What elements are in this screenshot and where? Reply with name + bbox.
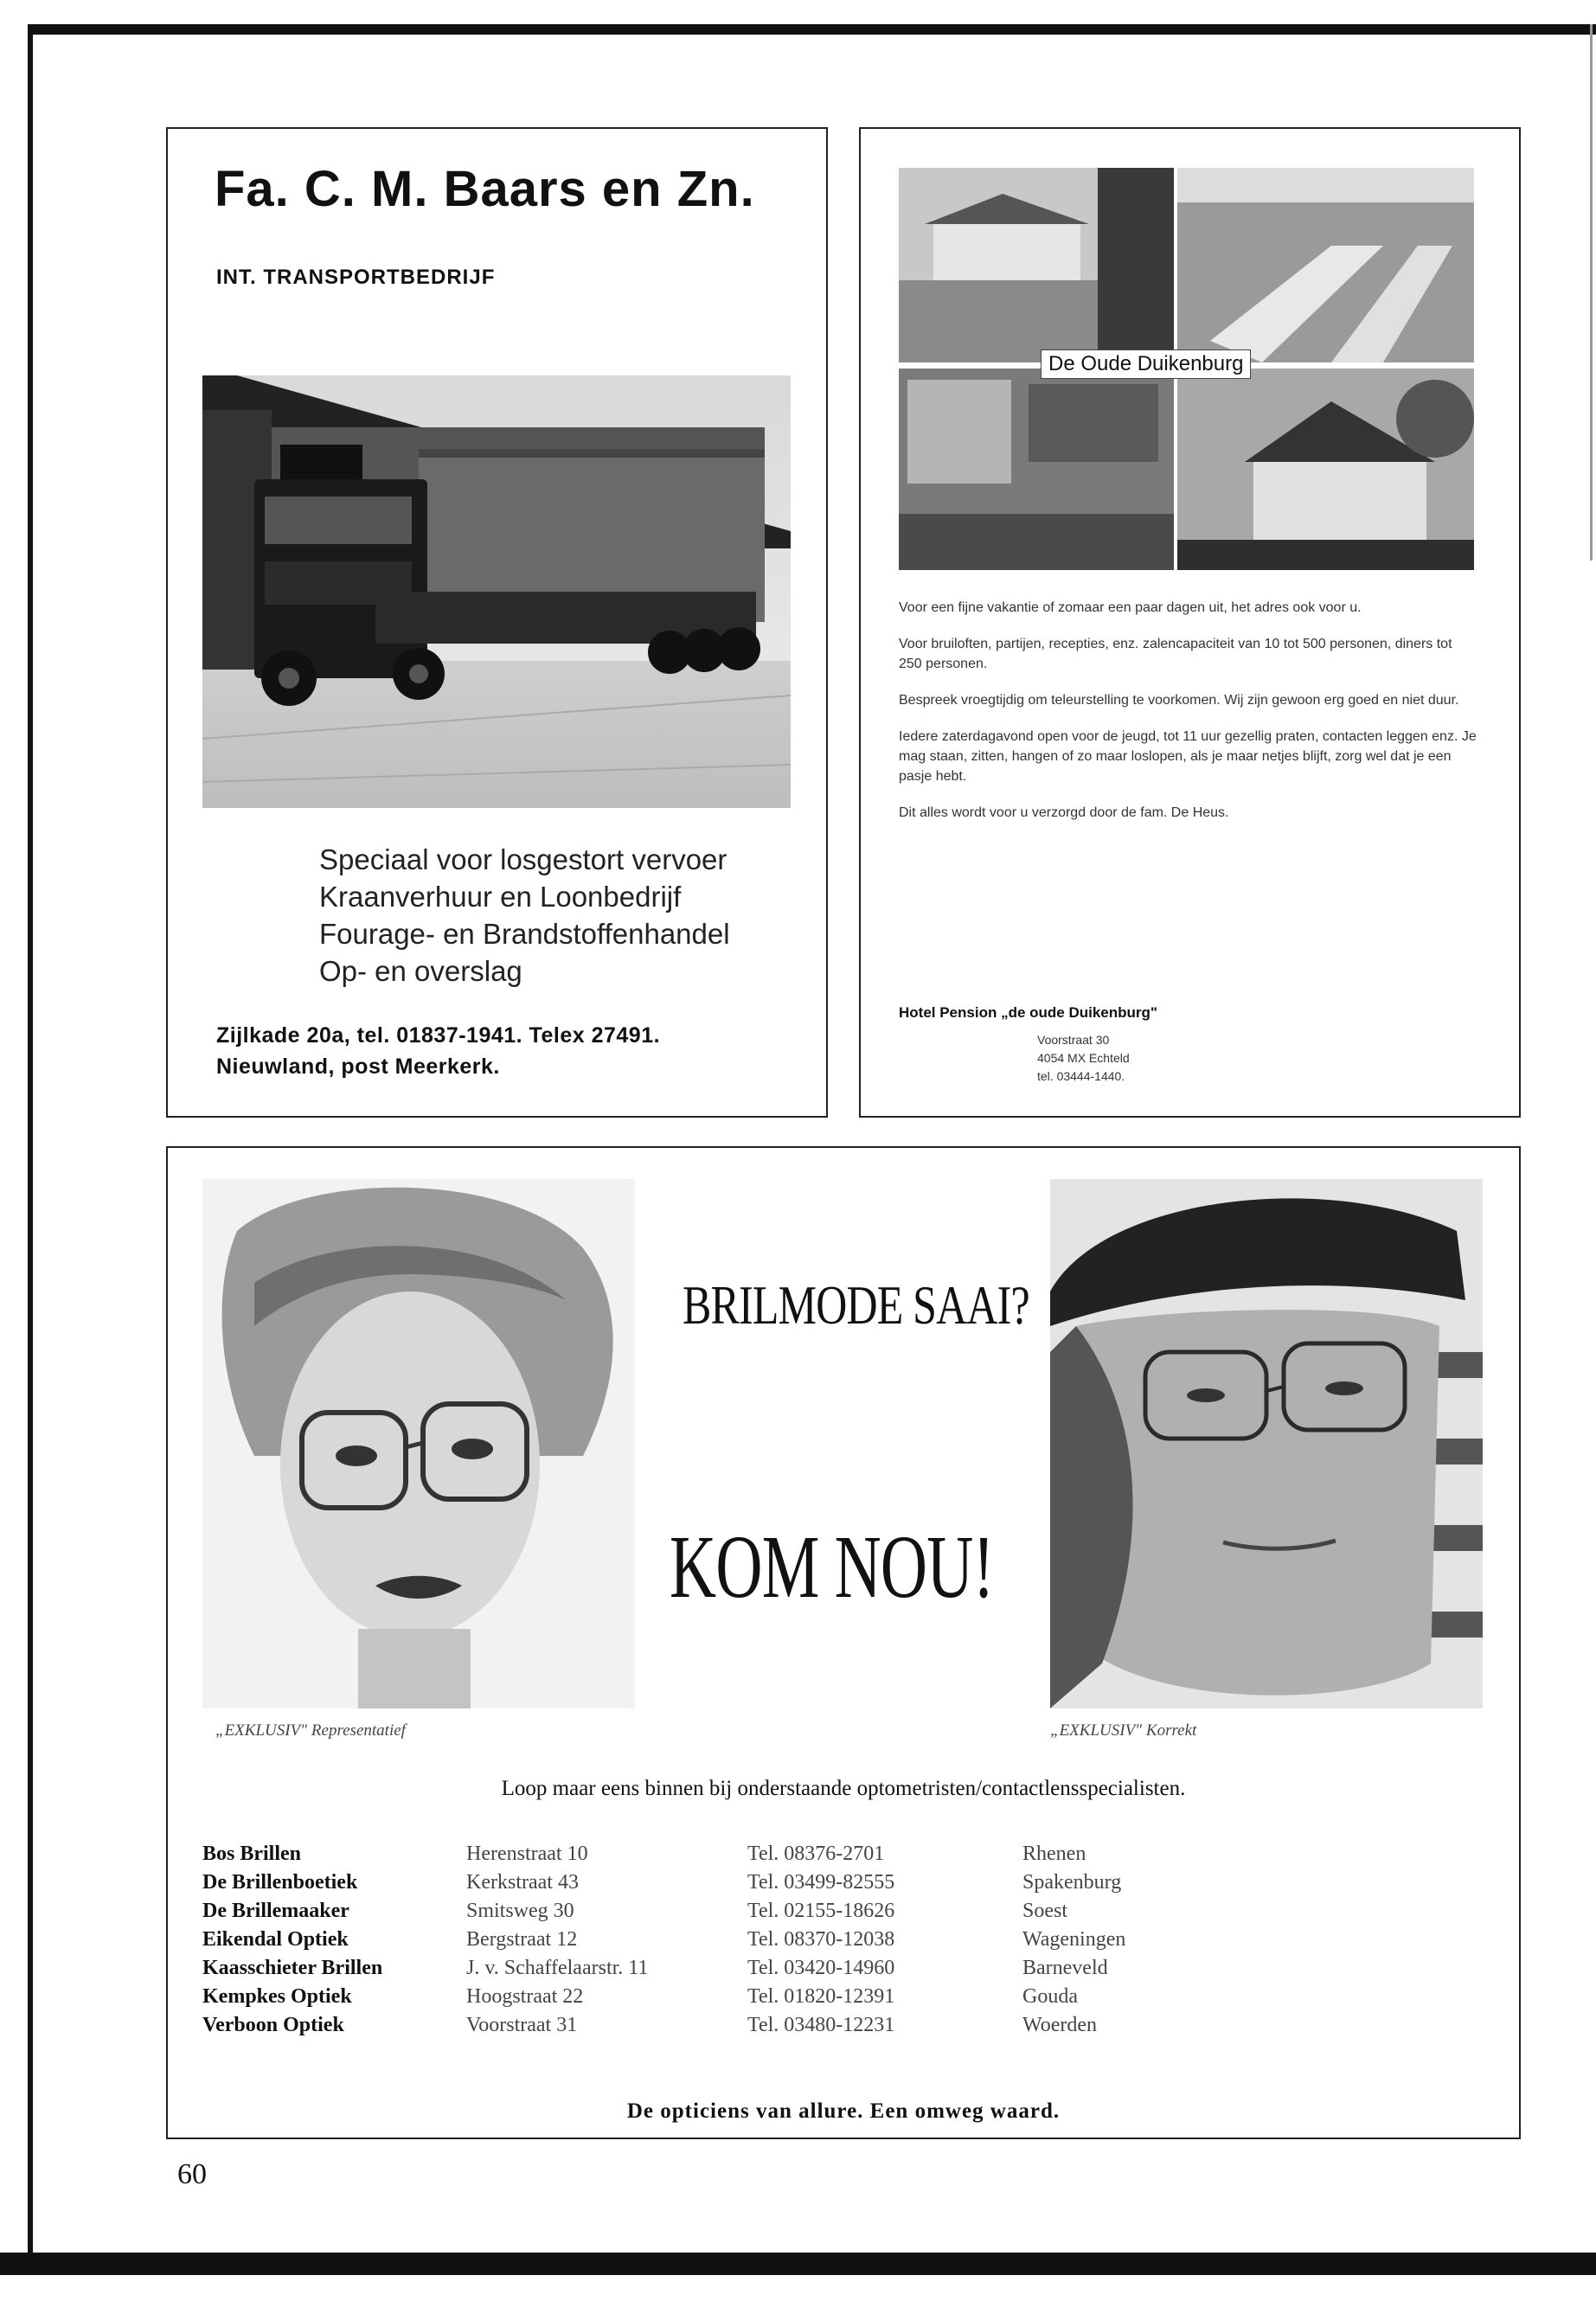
opticien-city: Soest [1022, 1900, 1068, 1922]
duikenburg-paragraph: Voor een fijne vakantie of zomaar een paar dagen uit, het adres ook voor u. [899, 600, 1362, 615]
brillen-headline-exclamation: KOM NOU! [670, 1517, 994, 1617]
opticien-tel: Tel. 03480-12231 [747, 2014, 895, 2036]
opticien-street: Voorstraat 31 [466, 2014, 578, 2036]
opticien-row [202, 1926, 1195, 1954]
duikenburg-paragraph: Iedere zaterdagavond open voor de jeugd, tot 11 uur gezellig praten, contacten leggen enz. Je mag staan, zitten, hangen of zo maar loslopen, als je maar netjes blijft, zorg wel dat je een pasje hebt. [899, 729, 1477, 784]
opticien-tel: Tel. 01820-12391 [747, 1985, 895, 2008]
opticien-row [202, 1897, 1195, 1926]
truck-photo [202, 375, 791, 808]
baars-address-line: Nieuwland, post Meerkerk. [216, 1054, 500, 1079]
opticien-street: J. v. Schaffelaarstr. 11 [466, 1957, 649, 1979]
brillen-caption-right: „EXKLUSIV" Korrekt [1050, 1721, 1197, 1740]
opticien-city: Barneveld [1022, 1957, 1108, 1979]
baars-address [216, 1020, 660, 1082]
opticien-row [202, 1868, 1195, 1897]
opticien-name: Kempkes Optiek [202, 1985, 352, 2008]
opticien-street: Bergstraat 12 [466, 1928, 578, 1951]
page-number: 60 [177, 2158, 207, 2190]
woman-with-glasses-photo [202, 1179, 635, 1708]
man-with-glasses-photo [1050, 1179, 1483, 1708]
opticien-name: Verboon Optiek [202, 2014, 344, 2036]
ad-baars-transport [166, 127, 828, 1118]
opticien-tel: Tel. 08370-12038 [747, 1928, 895, 1951]
service-item: Op- en overslag [319, 955, 522, 987]
scan-edge-left [28, 24, 33, 2256]
brillen-intro: Loop maar eens binnen bij onderstaande optometristen/contactlensspecialisten. [501, 1777, 1186, 1800]
brillen-footer-slogan: De opticiens van allure. Een omweg waard. [626, 2099, 1061, 2123]
scan-edge-top [28, 24, 1596, 35]
opticien-street: Hoogstraat 22 [466, 1985, 584, 2008]
opticien-row [202, 1983, 1195, 2011]
duikenburg-paragraph: Voor bruiloften, partijen, recepties, enz. zalencapaciteit van 10 tot 500 personen, diners tot 250 personen. [899, 637, 1452, 671]
opticien-name: Eikendal Optiek [202, 1928, 349, 1951]
ad-brillen [166, 1146, 1521, 2139]
duikenburg-address-line: 4054 MX Echteld [1037, 1051, 1130, 1065]
opticien-row [202, 1840, 1195, 1868]
opticien-city: Rhenen [1022, 1843, 1086, 1865]
opticien-tel: Tel. 03499-82555 [747, 1871, 895, 1894]
opticien-list [202, 1840, 1195, 2040]
opticien-row [202, 1954, 1195, 1983]
duikenburg-address-line: Voorstraat 30 [1037, 1033, 1110, 1047]
brillen-headline-question: BRILMODE SAAI? [683, 1274, 1029, 1336]
scan-edge-right [1590, 24, 1593, 561]
opticien-name: Kaasschieter Brillen [202, 1957, 383, 1979]
baars-subtitle: INT. TRANSPORTBEDRIJF [216, 266, 496, 289]
service-item: Fourage- en Brandstoffenhandel [319, 918, 730, 950]
opticien-tel: Tel. 08376-2701 [747, 1843, 885, 1865]
brillen-caption-left: „EXKLUSIV" Representatief [215, 1721, 406, 1740]
opticien-name: De Brillemaaker [202, 1900, 349, 1922]
baars-services-list [319, 841, 730, 990]
opticien-city: Gouda [1022, 1985, 1078, 2008]
opticien-tel: Tel. 02155-18626 [747, 1900, 895, 1922]
service-item: Kraanverhuur en Loonbedrijf [319, 881, 682, 913]
duikenburg-paragraph: Bespreek vroegtijdig om teleurstelling te voorkomen. Wij zijn gewoon erg goed en niet duur. [899, 693, 1459, 708]
duikenburg-address [1037, 1031, 1130, 1086]
duikenburg-paragraph: Dit alles wordt voor u verzorgd door de fam. De Heus. [899, 805, 1229, 820]
hotel-photo-label: De Oude Duikenburg [1041, 349, 1251, 379]
duikenburg-address-line: tel. 03444-1440. [1037, 1069, 1125, 1083]
opticien-street: Smitsweg 30 [466, 1900, 574, 1922]
service-item: Speciaal voor losgestort vervoer [319, 843, 727, 875]
opticien-tel: Tel. 03420-14960 [747, 1957, 895, 1979]
opticien-city: Wageningen [1022, 1928, 1126, 1951]
baars-address-line: Zijlkade 20a, tel. 01837-1941. Telex 27491. [216, 1023, 661, 1048]
ad-oude-duikenburg [859, 127, 1521, 1118]
duikenburg-hotel-name: Hotel Pension „de oude Duikenburg" [899, 1004, 1157, 1021]
opticien-city: Woerden [1022, 2014, 1098, 2036]
opticien-street: Kerkstraat 43 [466, 1871, 579, 1894]
opticien-row [202, 2011, 1195, 2040]
opticien-name: Bos Brillen [202, 1843, 302, 1865]
duikenburg-body [899, 598, 1478, 839]
opticien-city: Spakenburg [1022, 1871, 1122, 1894]
baars-title: Fa. C. M. Baars en Zn. [215, 161, 755, 217]
opticien-name: De Brillenboetiek [202, 1871, 358, 1894]
scan-edge-bottom [0, 2253, 1596, 2275]
opticien-street: Herenstraat 10 [466, 1843, 588, 1865]
